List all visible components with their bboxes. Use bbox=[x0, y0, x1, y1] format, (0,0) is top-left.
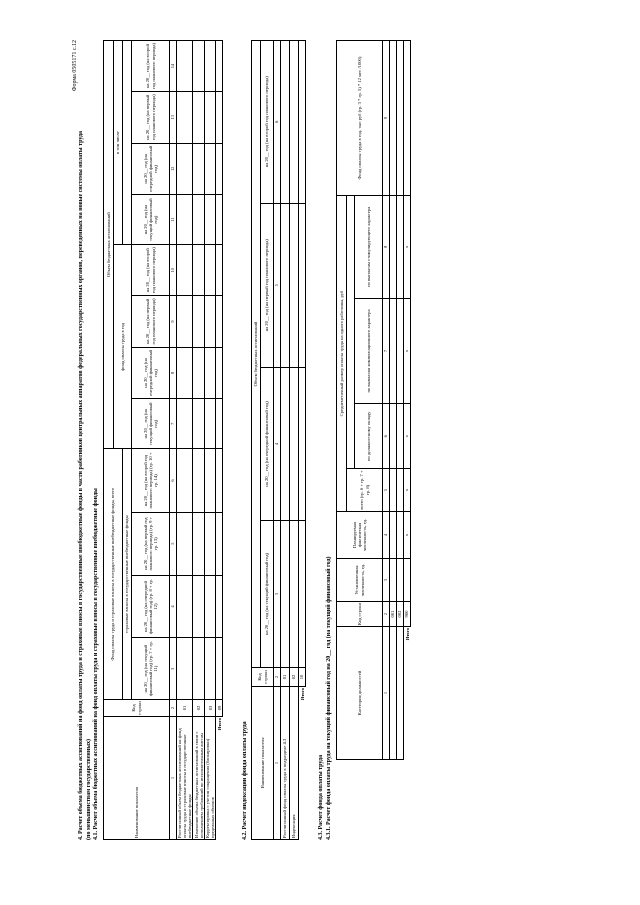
t3-head-plan: Планируемая фактическая численность, ед. bbox=[337, 512, 383, 559]
t1-row-code: 01 bbox=[177, 700, 193, 717]
t1-num: 9 bbox=[170, 296, 177, 347]
section-43-title: 4.3. Расчет фонда оплаты труда bbox=[318, 754, 324, 840]
t1-row-name: Рассчитанный объем бюджетных ассигнований на фонд оплаты труда и страховые взносы в государственные внебюджетные фонды bbox=[177, 717, 193, 840]
t3-row-code: 001 bbox=[390, 602, 397, 627]
t2-row-name: Индексация bbox=[290, 687, 299, 840]
t1-col: на 20__ год (на второй год планового периода) bbox=[132, 245, 170, 296]
t3-num: 2 bbox=[383, 602, 390, 627]
t3-x-mark: x bbox=[404, 404, 411, 469]
t2-num: 2 bbox=[274, 668, 281, 687]
t1-total-label: Итого bbox=[216, 718, 222, 731]
t1-total-code: 09 bbox=[216, 700, 223, 717]
t3-total-code: 900 bbox=[404, 602, 411, 627]
t3-num: 9 bbox=[383, 41, 390, 196]
t1-num: 13 bbox=[170, 92, 177, 143]
t3-total-label: Итого bbox=[404, 628, 410, 641]
t3-num: 1 bbox=[383, 627, 390, 760]
t1-row-code: 02 bbox=[193, 700, 205, 717]
t2-num: 5 bbox=[274, 203, 281, 368]
t2-col: на 20__ год (на второй год планового периода) bbox=[261, 41, 274, 204]
t1-num: 11 bbox=[170, 195, 177, 245]
t3-head-salary: по должностному окладу bbox=[355, 404, 383, 469]
t2-col: на 20__ год (на первый год планового периода) bbox=[261, 203, 274, 368]
t3-num: 7 bbox=[383, 298, 390, 404]
t1-num: 14 bbox=[170, 41, 177, 92]
section-4-subtitle: (по меньшинствам государственных) bbox=[86, 738, 92, 840]
t1-row-name: Изменение объема бюджетных ассигнований в связи с исполнением требований по исполнительным листам bbox=[193, 717, 205, 840]
t3-head-fund: Фонд оплаты труда в год, тыс руб (гр. 3 * гр. 5) * 12 мес /1000) bbox=[337, 41, 383, 196]
table-4-2 bbox=[251, 40, 306, 840]
t2-row-name: Рассчитанный фонд оплаты труда в подразделе 4.3 bbox=[281, 687, 290, 840]
t2-col: на 20__ год (на очередной финансовый год) bbox=[261, 368, 274, 521]
t2-total-code: 10 bbox=[299, 668, 306, 687]
t2-col: на 20__ год (на текущий финансовый год) bbox=[261, 520, 274, 667]
t1-num: 12 bbox=[170, 143, 177, 194]
t1-row-code: 03 bbox=[205, 700, 216, 717]
t3-x-mark: x bbox=[404, 196, 411, 298]
t3-row-code: 002 bbox=[397, 602, 404, 627]
t1-head-name: Наименование показателя bbox=[104, 717, 170, 840]
t3-head-avg: Среднемесячный размер оплаты труда на одного работника, руб bbox=[337, 196, 347, 512]
t1-num: 8 bbox=[170, 347, 177, 398]
t1-num: 5 bbox=[170, 512, 177, 575]
t1-col: на 20__ год (на второй год планового периода) bbox=[132, 41, 170, 92]
section-431-title: 4.3.1. Расчет фонда оплаты труда на текущий финансовый год на 20__ год (на текущий финансовый год) bbox=[326, 556, 332, 840]
t3-x-mark: x bbox=[404, 469, 411, 512]
t1-num: 2 bbox=[170, 700, 177, 717]
t2-head-code: Код строки bbox=[252, 668, 274, 687]
t1-num: 6 bbox=[170, 449, 177, 512]
t3-x-mark: x bbox=[404, 298, 411, 404]
t2-head-name: Наименование показателя bbox=[252, 687, 274, 840]
t2-num: 3 bbox=[274, 520, 281, 667]
form-code: Форма 0505171 с.12 bbox=[72, 40, 78, 92]
t3-head-cat: Категория должностей bbox=[337, 627, 383, 760]
t1-row-name: Корректировка с учетом сокращения (блокировки) предельных объемов bbox=[205, 717, 216, 840]
t1-head-code: Код строки bbox=[104, 700, 170, 717]
section-4-title: 4. Расчет объема бюджетных ассигнований на фонд оплаты труда и страховые взносы в государственные внебюджетные фонды в части работников центральных аппаратов федеральных государственных органов, переведенных на новые системы оплаты труда bbox=[78, 130, 84, 840]
t3-num: 6 bbox=[383, 404, 390, 469]
t1-col: на 20__ год (на второй год планового периода) (гр. 10 + гр. 14) bbox=[132, 449, 170, 512]
t1-col: на 20__ год (на очередной финансовый год) bbox=[132, 143, 170, 194]
t3-head-stim: по выплатам стимулирующего характера bbox=[355, 196, 383, 298]
t1-num: 7 bbox=[170, 399, 177, 449]
t2-num: 4 bbox=[274, 368, 281, 521]
t1-head-volume: Объем бюджетных ассигнований bbox=[104, 41, 114, 449]
t1-col: на 20__ год (на первый год планового периода) bbox=[132, 296, 170, 347]
t3-num: 8 bbox=[383, 196, 390, 298]
t1-col: на 20__ год (на очередной финансовый год) bbox=[132, 347, 170, 398]
t3-x-mark: x bbox=[404, 512, 411, 559]
t3-row-name bbox=[397, 627, 404, 760]
t1-num: 1 bbox=[170, 717, 177, 840]
t1-col: на 20__ год (на текущий финансовый год) bbox=[132, 195, 170, 245]
t2-num: 6 bbox=[274, 41, 281, 204]
section-41-title: 4.1. Расчет объема бюджетных ассигнований на фонд оплаты труда и страховые взносы в государственные внебюджетные фонды bbox=[93, 488, 99, 840]
t1-num: 3 bbox=[170, 638, 177, 700]
t2-num: 1 bbox=[274, 687, 281, 840]
t1-col: на 20__ год (на первый год планового периода) (гр. 9 + гр. 13) bbox=[132, 512, 170, 575]
table-4-1 bbox=[103, 40, 223, 840]
t1-col: на 20__ год (на текущий финансовый год) bbox=[132, 399, 170, 449]
t1-col: на 20__ год (на очередной финансовый год) (гр. 8 + гр. 12) bbox=[132, 575, 170, 638]
table-4-3-1 bbox=[336, 40, 411, 760]
t1-head-ins: страховые взносы в государственные внебюджетные фонды bbox=[123, 449, 132, 700]
rotated-form bbox=[70, 40, 510, 840]
t3-num: 3 bbox=[383, 559, 390, 602]
t2-row-code: 02 bbox=[290, 668, 299, 687]
t3-head-code: Код строки bbox=[337, 602, 383, 627]
t3-num: 5 bbox=[383, 469, 390, 512]
t2-total-label: Итого bbox=[299, 688, 305, 701]
t3-head-total: всего (гр. 6 + гр. 7 + гр. 8) bbox=[347, 469, 383, 512]
t3-row-name bbox=[390, 627, 397, 760]
t3-head-comp: по выплатам компенсационного характера bbox=[355, 298, 383, 404]
t1-head-incl: в том числе bbox=[114, 41, 123, 245]
t1-num: 10 bbox=[170, 245, 177, 296]
t3-num: 4 bbox=[383, 512, 390, 559]
t1-col: на 20__ год (на текущий финансовый год) (гр. 7 + гр. 11) bbox=[132, 638, 170, 700]
t1-head-fot: фонд оплаты труда в год bbox=[114, 245, 132, 449]
t1-num: 4 bbox=[170, 575, 177, 638]
t2-head-volume: Объем бюджетных ассигнований bbox=[252, 41, 261, 668]
t3-head-est: Установленная численность, ед. bbox=[337, 559, 383, 602]
t2-row-code: 01 bbox=[281, 668, 290, 687]
t1-col: на 20__ год (на первый год планового периода) bbox=[132, 92, 170, 143]
t1-head-group1: Фонд оплаты труда и страховые взносы в государственные внебюджетные фонды, всего bbox=[104, 449, 123, 700]
section-42-title: 4.2. Расчет индексации фонда оплаты труда bbox=[242, 721, 248, 840]
